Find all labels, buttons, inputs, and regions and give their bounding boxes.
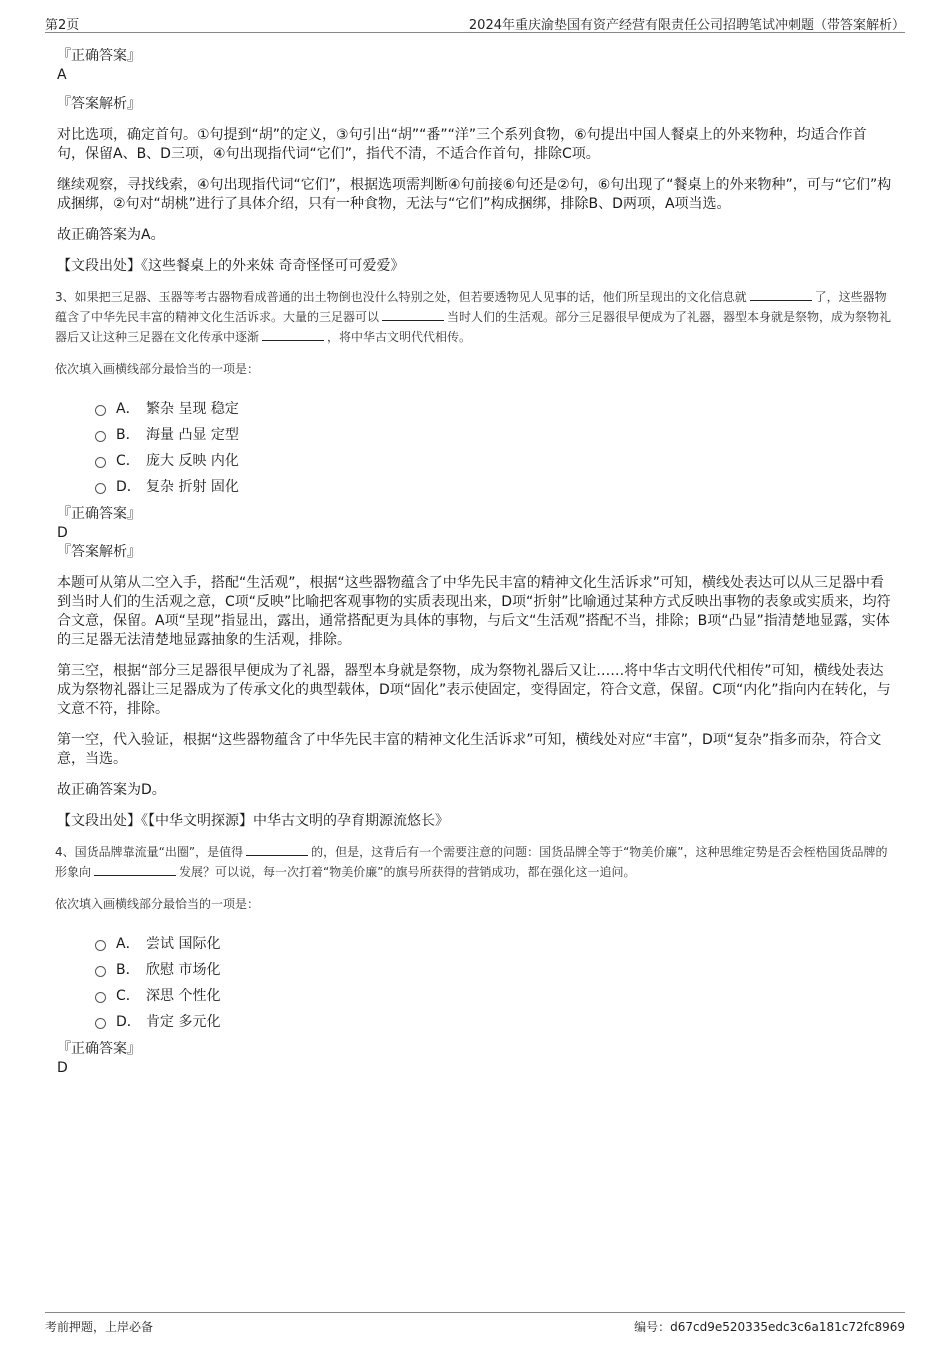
option-d[interactable] <box>95 1008 893 1034</box>
option-b[interactable] <box>95 421 893 447</box>
radio-icon[interactable] <box>95 431 106 442</box>
option-letter: A． <box>116 401 140 417</box>
option-a[interactable] <box>95 395 893 421</box>
page-header <box>45 12 905 33</box>
question-text-segment: 的，但是，这背后有一个需要注意的问题：国货品牌全等于“物美价廉”，这种思维定势是否会桎梏国货品牌的形象向 <box>55 845 888 879</box>
option-text: 欣慰 市场化 <box>146 962 221 978</box>
option-c[interactable] <box>95 447 893 473</box>
question-text-segment: 当时人们的生活观。部分三足器很早便成为了礼器，器型本身就是祭物，成为祭物礼器后又让这种三足器在文化传承中逐渐 <box>55 310 892 344</box>
option-letter: A． <box>116 936 140 952</box>
question-text-segment: 发展？可以说，每一次打着“物美价廉”的旗号所获得的营销成功，都在强化这一追问。 <box>179 865 636 879</box>
analysis-label: 『答案解析』 <box>57 544 141 560</box>
correct-answer-label: 『正确答案』 <box>57 506 141 522</box>
fill-prompt: 依次填入画横线部分最恰当的一项是： <box>55 362 260 376</box>
option-text: 海量 凸显 定型 <box>146 427 239 443</box>
fill-blank <box>262 328 324 341</box>
analysis-paragraph: 对比选项，确定首句。①句提到“胡”的定义，③句引出“胡”“番”“洋”三个系列食物，⑥句提出中国人餐桌上的外来物种，均适合作首句，保留A、B、D三项，④句出现指代词“它们”，指代不清，不适合作首句，排除C项。 <box>57 127 867 162</box>
option-letter: B． <box>116 427 140 443</box>
option-text: 复杂 折射 固化 <box>146 479 239 495</box>
analysis-paragraph: 故正确答案为D。 <box>57 782 166 798</box>
option-letter: C． <box>116 453 140 469</box>
option-d[interactable] <box>95 473 893 499</box>
radio-icon[interactable] <box>95 405 106 416</box>
analysis-label: 『答案解析』 <box>57 96 141 112</box>
option-c[interactable] <box>95 982 893 1008</box>
option-letter: D． <box>116 1014 141 1030</box>
document-id: 编号：d67cd9e520335edc3c6a181c72fc8969 <box>634 1320 905 1334</box>
passage-source: 【文段出处】《【中华文明探源】中华古文明的孕育期源流悠长》 <box>57 813 449 829</box>
passage-source: 【文段出处】《这些餐桌上的外来妹 奇奇怪怪可可爱爱》 <box>57 258 405 274</box>
analysis-paragraph: 继续观察，寻找线索，④句出现指代词“它们”，根据选项需判断④句前接⑥句还是②句，⑥句出现了“餐桌上的外来物种”，可与“它们”构成捆绑，②句对“胡桃”进行了具体介绍，只有一种食物，无法与“它们”构成捆绑，排除B、D两项，A项当选。 <box>57 177 892 212</box>
radio-icon[interactable] <box>95 940 106 951</box>
question-text-segment: ，将中华古文明代代相传。 <box>327 330 472 344</box>
option-letter: B． <box>116 962 140 978</box>
document-body <box>57 47 893 1078</box>
correct-answer-value: A <box>57 67 67 83</box>
option-text: 尝试 国际化 <box>146 936 221 952</box>
radio-icon[interactable] <box>95 966 106 977</box>
document-title: 2024年重庆渝垫国有资产经营有限责任公司招聘笔试冲刺题（带答案解析） <box>468 18 905 33</box>
radio-icon[interactable] <box>95 457 106 468</box>
option-text: 庞大 反映 内化 <box>146 453 239 469</box>
option-a[interactable] <box>95 930 893 956</box>
footer-slogan: 考前押题，上岸必备 <box>45 1320 154 1334</box>
option-text: 深思 个性化 <box>146 988 221 1004</box>
fill-blank <box>382 308 444 321</box>
question-4-options <box>95 930 893 1034</box>
correct-answer-value: D <box>57 525 68 541</box>
question-3-options <box>95 395 893 499</box>
analysis-paragraph: 本题可从第从二空入手，搭配“生活观”，根据“这些器物蕴含了中华先民丰富的精神文化生活诉求”可知，横线处表达可以从三足器中看到当时人们的生活观之意，C项“反映”比喻把客观事物的实质表现出来，D项“折射”比喻通过某种方式反映出事物的表象或实质来，均符合文意，保留。A项“呈现”指显出，露出，通常搭配更为具体的事物，与后文“生活观”搭配不当，排除；B项“凸显”指清楚地显露，实体的三足器无法清楚地显露抽象的生活观，排除。 <box>57 575 891 648</box>
correct-answer-value: D <box>57 1060 68 1076</box>
question-text-segment: 4、国货品牌靠流量“出圈”，是值得 <box>55 845 244 859</box>
question-3-text <box>55 287 893 347</box>
option-text: 肯定 多元化 <box>146 1014 221 1030</box>
option-b[interactable] <box>95 956 893 982</box>
fill-blank <box>750 288 812 301</box>
fill-blank <box>246 843 308 856</box>
radio-icon[interactable] <box>95 992 106 1003</box>
option-text: 繁杂 呈现 稳定 <box>146 401 239 417</box>
page-number: 第2页 <box>45 18 80 33</box>
page-footer <box>45 1312 905 1337</box>
fill-prompt: 依次填入画横线部分最恰当的一项是： <box>55 897 260 911</box>
fill-blank <box>94 863 176 876</box>
question-4-text <box>55 842 893 882</box>
correct-answer-label: 『正确答案』 <box>57 1041 141 1057</box>
radio-icon[interactable] <box>95 483 106 494</box>
question-text-segment: 了，这些器物蕴含了中华先民丰富的精神文化生活诉求。大量的三足器可以 <box>55 290 887 324</box>
radio-icon[interactable] <box>95 1018 106 1029</box>
correct-answer-label: 『正确答案』 <box>57 48 141 64</box>
analysis-paragraph: 故正确答案为A。 <box>57 227 165 243</box>
analysis-paragraph: 第一空，代入验证，根据“这些器物蕴含了中华先民丰富的精神文化生活诉求”可知，横线处对应“丰富”，D项“复杂”指多而杂，符合文意，当选。 <box>57 732 882 767</box>
option-letter: D． <box>116 479 141 495</box>
analysis-paragraph: 第三空，根据“部分三足器很早便成为了礼器，器型本身就是祭物，成为祭物礼器后又让……将中华古文明代代相传”可知，横线处表达成为祭物礼器让三足器成为了传承文化的典型载体，D项“固化”表示使固定，变得固定，符合文意，保留。C项“内化”指向内在转化，与文意不符，排除。 <box>57 663 891 717</box>
option-letter: C． <box>116 988 140 1004</box>
question-text-segment: 3、如果把三足器、玉器等考古器物看成普通的出土物倒也没什么特别之处，但若要透物见人见事的话，他们所呈现出的文化信息就 <box>55 290 747 304</box>
